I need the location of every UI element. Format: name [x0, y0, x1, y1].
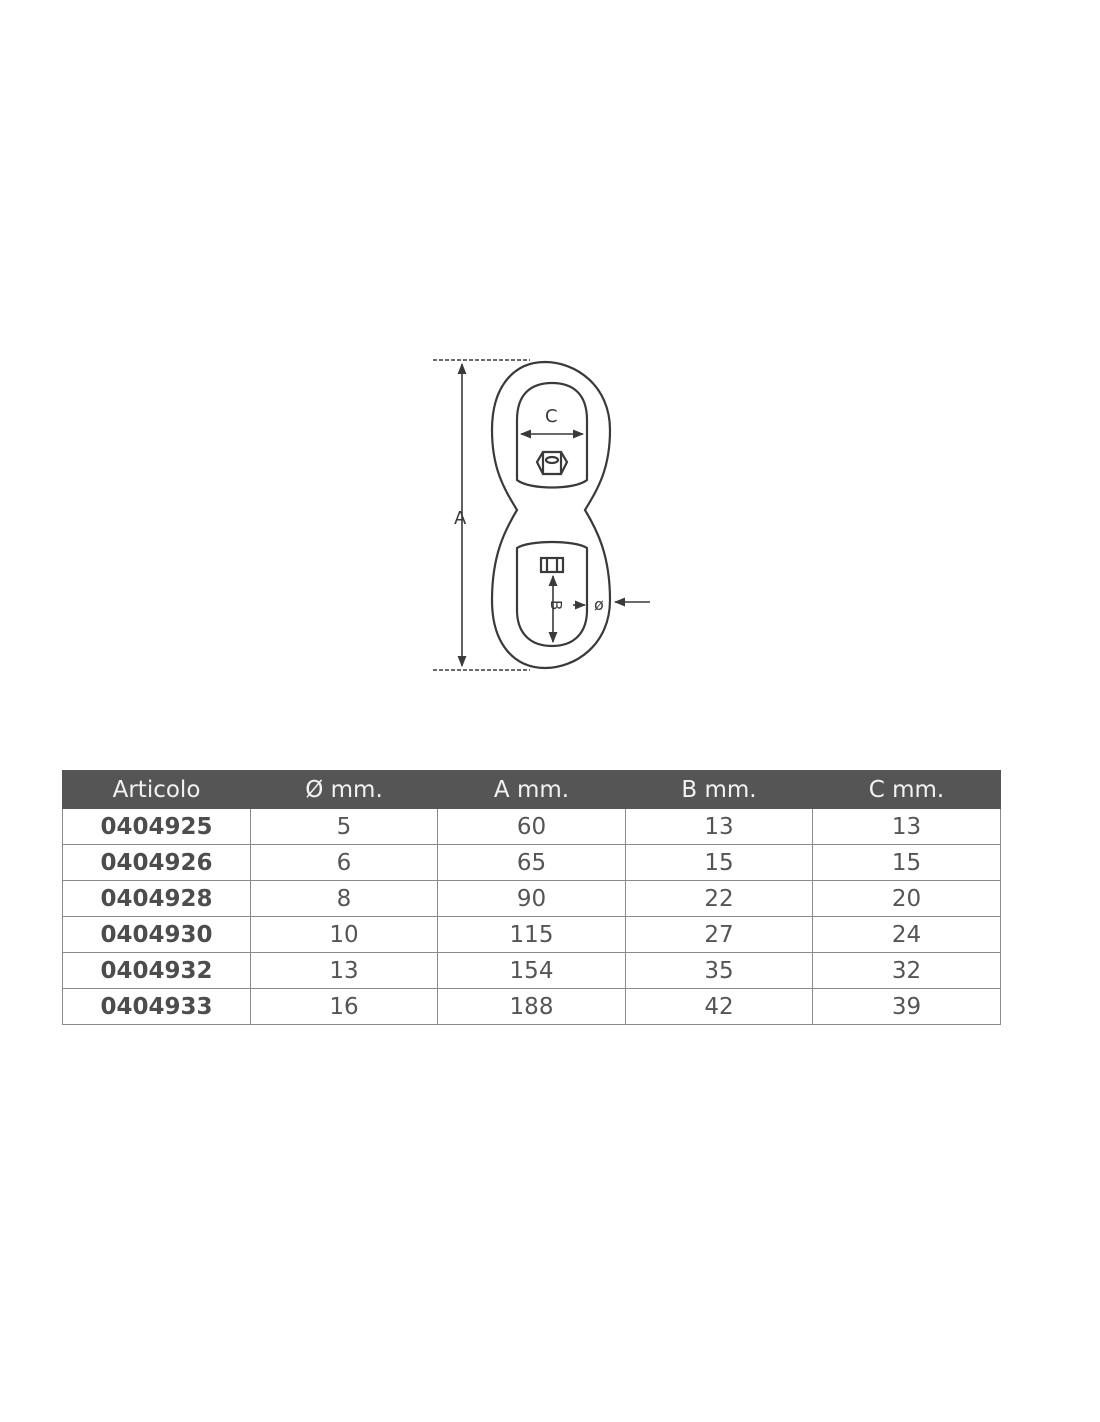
cell-diameter: 10	[251, 917, 438, 953]
cell-b: 35	[626, 953, 813, 989]
cell-c: 15	[813, 845, 1001, 881]
cell-c: 39	[813, 989, 1001, 1025]
cell-b: 15	[626, 845, 813, 881]
table-row	[63, 881, 1001, 917]
swivel-drawing	[425, 350, 665, 680]
swivel-diagram	[425, 350, 665, 680]
cell-diameter: 6	[251, 845, 438, 881]
cell-a: 188	[438, 989, 626, 1025]
article-code: 0404930	[63, 917, 251, 953]
table-header-row	[63, 771, 1001, 809]
cell-c: 24	[813, 917, 1001, 953]
table-row	[63, 845, 1001, 881]
cell-c: 20	[813, 881, 1001, 917]
cell-b: 13	[626, 809, 813, 845]
cell-a: 90	[438, 881, 626, 917]
cell-diameter: 8	[251, 881, 438, 917]
header-articolo: Articolo	[63, 771, 251, 809]
cell-c: 13	[813, 809, 1001, 845]
cell-b: 27	[626, 917, 813, 953]
article-code: 0404928	[63, 881, 251, 917]
cell-diameter: 13	[251, 953, 438, 989]
label-a: A	[454, 508, 467, 529]
spec-table	[62, 770, 1001, 1025]
header-c: C mm.	[813, 771, 1001, 809]
table-row	[63, 809, 1001, 845]
cell-diameter: 16	[251, 989, 438, 1025]
article-code: 0404933	[63, 989, 251, 1025]
upper-eye-inner	[517, 383, 587, 488]
article-code: 0404926	[63, 845, 251, 881]
header-diameter: Ø mm.	[251, 771, 438, 809]
table-row	[63, 917, 1001, 953]
bottom-nut	[541, 558, 563, 572]
header-b: B mm.	[626, 771, 813, 809]
table-row	[63, 953, 1001, 989]
header-a: A mm.	[438, 771, 626, 809]
label-b: B	[547, 600, 565, 611]
label-diameter: ø	[594, 595, 604, 614]
cell-a: 65	[438, 845, 626, 881]
table-row	[63, 989, 1001, 1025]
label-c: C	[545, 406, 558, 427]
cell-c: 32	[813, 953, 1001, 989]
cell-b: 42	[626, 989, 813, 1025]
article-code: 0404925	[63, 809, 251, 845]
cell-b: 22	[626, 881, 813, 917]
cell-a: 154	[438, 953, 626, 989]
article-code: 0404932	[63, 953, 251, 989]
cell-a: 115	[438, 917, 626, 953]
cell-a: 60	[438, 809, 626, 845]
cell-diameter: 5	[251, 809, 438, 845]
